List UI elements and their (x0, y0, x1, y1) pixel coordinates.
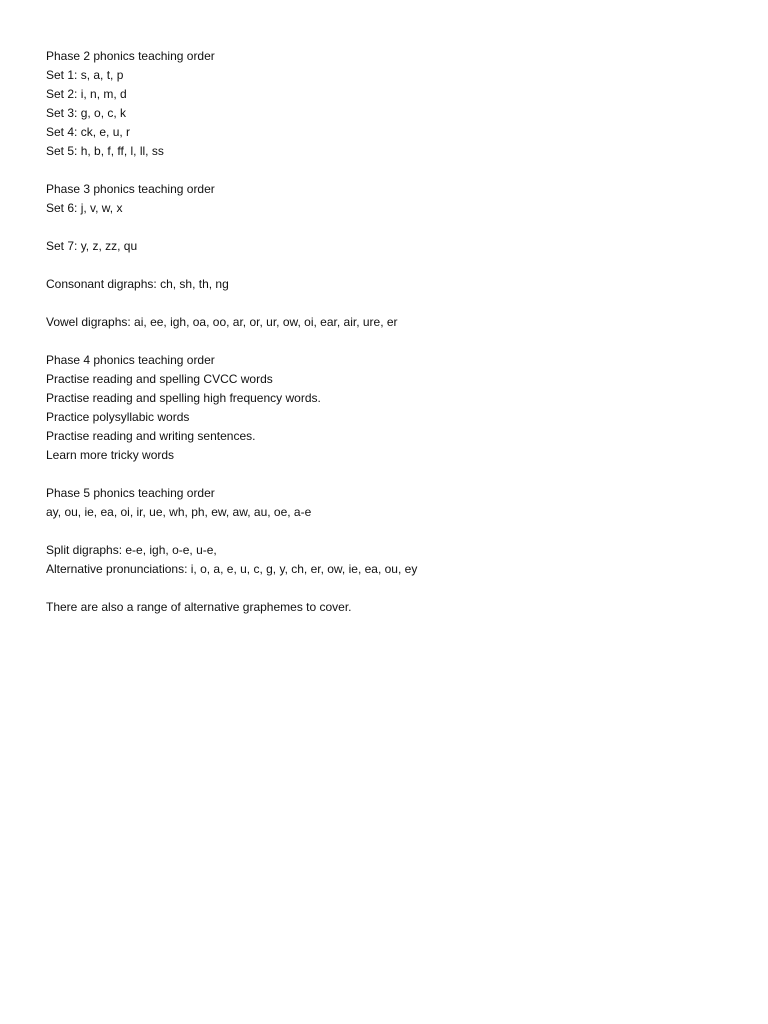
text-line: Practise reading and spelling CVCC words (46, 372, 273, 386)
blank-line (46, 218, 736, 237)
text-line: Set 5: h, b, f, ff, l, ll, ss (46, 144, 164, 158)
text-line: Set 6: j, v, w, x (46, 201, 123, 215)
blank-line (46, 579, 736, 598)
text-line: Alternative pronunciations: i, o, a, e, u, c, g, y, ch, er, ow, ie, ea, ou, ey (46, 562, 418, 576)
text-line: Phase 3 phonics teaching order (46, 182, 215, 196)
blank-line (46, 465, 736, 484)
text-line: Set 1: s, a, t, p (46, 68, 124, 82)
text-line: Practice polysyllabic words (46, 410, 190, 424)
blank-line (46, 522, 736, 541)
text-line: Learn more tricky words (46, 448, 175, 462)
text-line: Phase 5 phonics teaching order (46, 486, 215, 500)
blank-line (46, 161, 736, 180)
text-line: There are also a range of alternative graphemes to cover. (46, 600, 352, 614)
text-line: Set 7: y, z, zz, qu (46, 239, 138, 253)
text-line: Consonant digraphs: ch, sh, th, ng (46, 277, 229, 291)
blank-line (46, 332, 736, 351)
blank-line (46, 256, 736, 275)
text-line: Set 3: g, o, c, k (46, 106, 127, 120)
text-line: Split digraphs: e-e, igh, o-e, u-e, (46, 543, 217, 557)
text-line: Phase 2 phonics teaching order (46, 49, 215, 63)
document-body (46, 47, 736, 617)
text-line: Practise reading and spelling high frequency words. (46, 391, 321, 405)
text-line: Set 4: ck, e, u, r (46, 125, 131, 139)
text-line: Phase 4 phonics teaching order (46, 353, 215, 367)
text-line: Vowel digraphs: ai, ee, igh, oa, oo, ar, or, ur, ow, oi, ear, air, ure, er (46, 315, 398, 329)
blank-line (46, 294, 736, 313)
text-line: Set 2: i, n, m, d (46, 87, 127, 101)
text-line: ay, ou, ie, ea, oi, ir, ue, wh, ph, ew, aw, au, oe, a-e (46, 505, 312, 519)
text-line: Practise reading and writing sentences. (46, 429, 256, 443)
